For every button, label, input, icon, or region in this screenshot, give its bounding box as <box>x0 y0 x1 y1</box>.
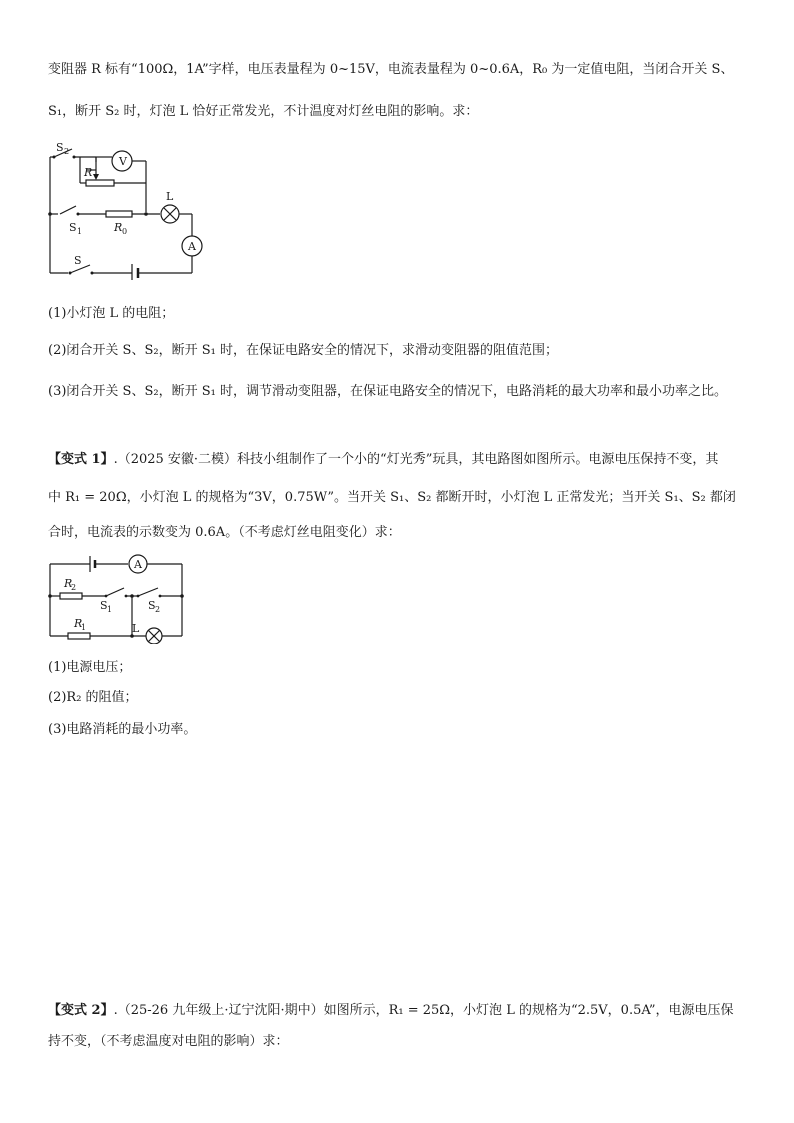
label-l-2: L <box>132 622 140 635</box>
variant-1-heading: 【变式 1】 <box>48 452 114 467</box>
variant-1-line-3: 合时，电流表的示数变为 0.6A。（不考虑灯丝电阻变化）求： <box>48 525 401 540</box>
rheostat-r-symbol <box>86 180 114 186</box>
label-l: L <box>166 190 174 203</box>
label-s2: S <box>56 141 64 154</box>
question-3: (3)闭合开关 S、S₂，断开 S₁ 时，调节滑动变阻器，在保证电路安全的情况下，电路消耗的最大功率和最小功率之比。 <box>48 384 727 399</box>
label-a-2: A <box>134 558 142 571</box>
problem-line-2: S₁，断开 S₂ 时，灯泡 L 恰好正常发光，不计温度对灯丝电阻的影响。求： <box>48 104 479 119</box>
variant-2-text-1: .（25-26 九年级上·辽宁沈阳·期中）如图所示，R₁ = 25Ω，小灯泡 L 的规格为“2.5V，0.5A”，电源电压保 <box>113 1003 734 1018</box>
question-2: (2)闭合开关 S、S₂，断开 S₁ 时，在保证电路安全的情况下，求滑动变阻器的阻值范围； <box>48 343 558 358</box>
label-s1-sub-2: 1 <box>107 605 113 614</box>
switch-s1-blade-2 <box>106 588 124 596</box>
label-v: V <box>119 155 127 168</box>
circuit-diagram-2 <box>44 552 190 644</box>
switch-s2-blade-2 <box>138 588 158 596</box>
variant-1-question-3: (3)电路消耗的最小功率。 <box>48 722 197 737</box>
label-r1-sub: 1 <box>81 623 87 632</box>
label-r1: R <box>74 617 83 630</box>
label-s2-sub: 2 <box>64 147 70 156</box>
label-s: S <box>74 254 82 267</box>
variant-1-line-1 <box>48 452 718 468</box>
problem-line-1: 变阻器 R 标有“100Ω，1A”字样，电压表量程为 0~15V，电流表量程为 0~0.6A，R₀ 为一定值电阻，当闭合开关 S、 <box>48 62 734 77</box>
label-a: A <box>188 240 196 253</box>
label-r2: R <box>64 577 73 590</box>
label-r0-sub: 0 <box>122 227 128 236</box>
label-s2-2: S <box>148 599 156 612</box>
label-r0: R <box>114 221 123 234</box>
circuit-diagram-1 <box>40 138 210 280</box>
variant-1-question-1: (1)电源电压； <box>48 660 132 675</box>
label-s1-2: S <box>100 599 108 612</box>
resistor-r2-symbol <box>60 593 82 599</box>
variant-2-line-2: 持不变，（不考虑温度对电阻的影响）求： <box>48 1034 289 1049</box>
variant-1-line-2: 中 R₁ = 20Ω，小灯泡 L 的规格为“3V，0.75W”。当开关 S₁、S₂ 都断开时，小灯泡 L 正常发光；当开关 S₁、S₂ 都闭 <box>48 490 736 505</box>
resistor-r0-symbol <box>106 211 132 217</box>
label-r2-sub: 2 <box>71 583 77 592</box>
label-s1: S <box>69 221 77 234</box>
label-r: R <box>84 166 93 179</box>
label-s2-sub-2: 2 <box>155 605 161 614</box>
variant-2-heading: 【变式 2】 <box>48 1003 114 1018</box>
resistor-r1-symbol <box>68 633 90 639</box>
variant-1-text-1: .（2025 安徽·二模）科技小组制作了一个小的“灯光秀”玩具，其电路图如图所示。电源电压保持不变，其 <box>113 452 719 467</box>
variant-1-question-2: (2)R₂ 的阻值； <box>48 690 138 705</box>
variant-2-line-1 <box>48 1003 733 1019</box>
switch-s1-blade <box>60 206 76 214</box>
label-s1-sub: 1 <box>77 227 83 236</box>
question-1: (1)小灯泡 L 的电阻； <box>48 306 175 321</box>
